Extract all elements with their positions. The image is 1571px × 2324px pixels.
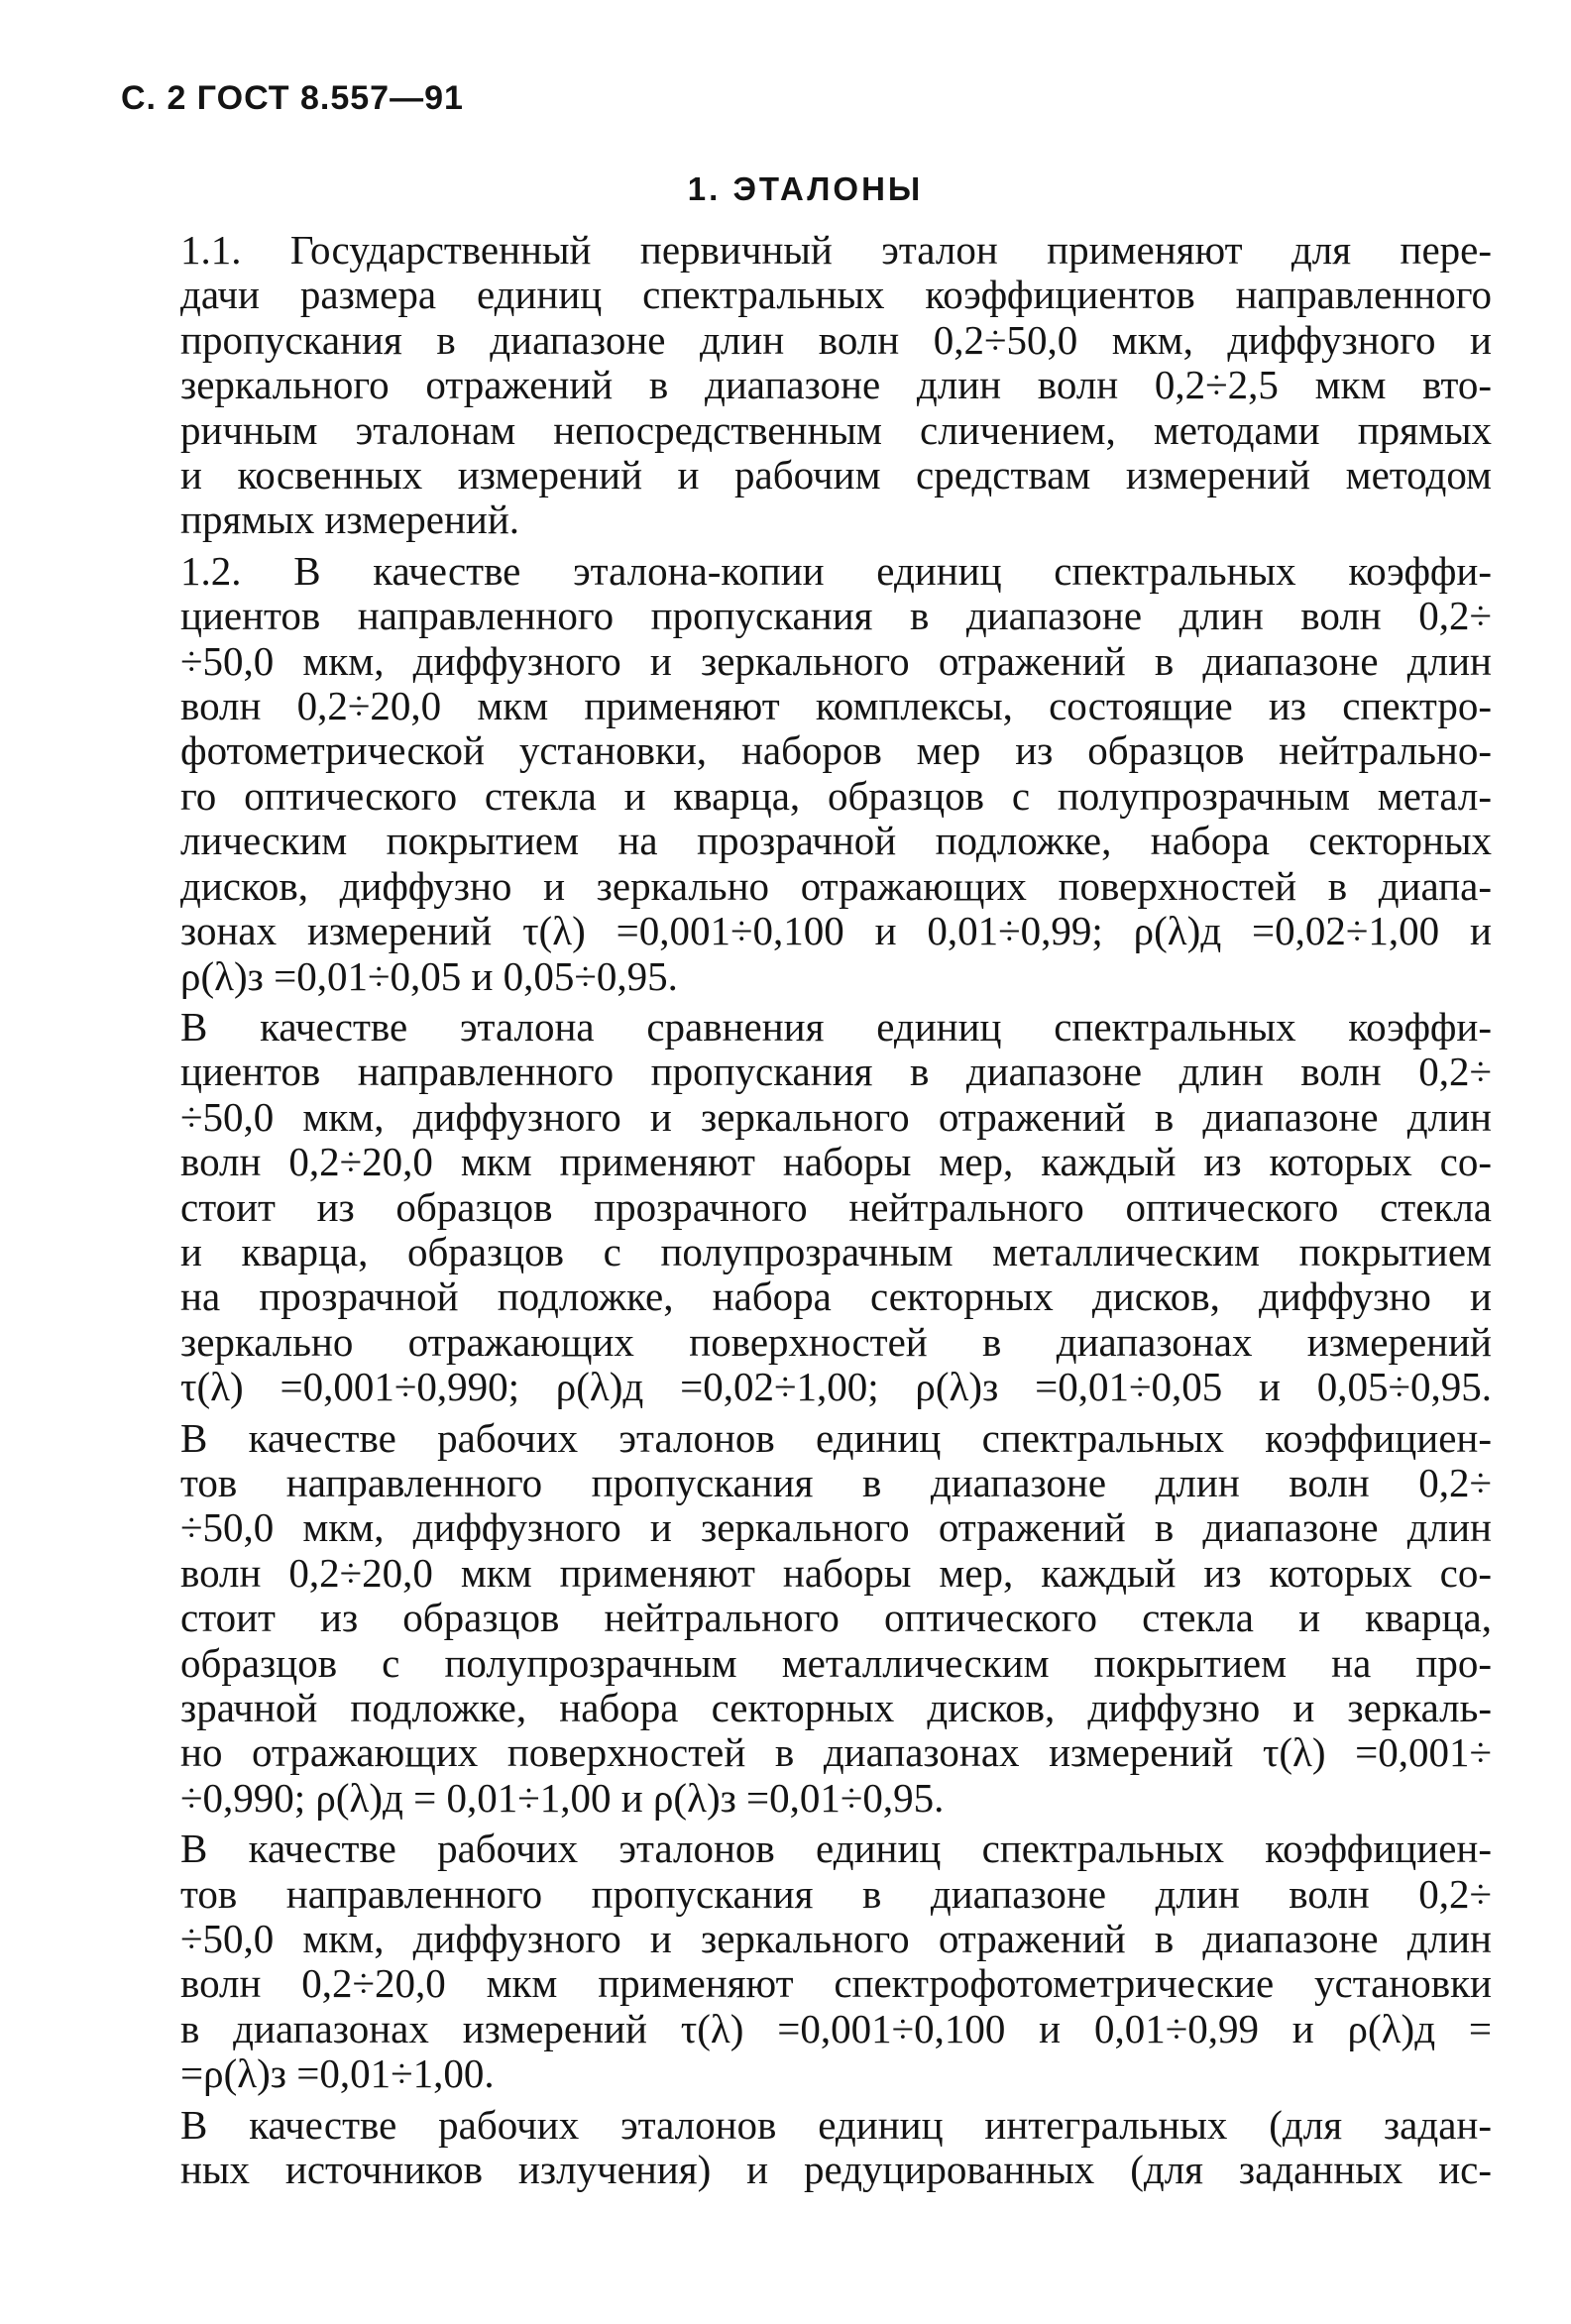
text-line: ÷50,0 мкм, диффузного и зеркального отражений в диапазоне длин [180, 1093, 1492, 1140]
text-line: зеркально отражающих поверхностей в диапазонах измерений [180, 1318, 1492, 1365]
formula-line: в диапазонах измерений τ(λ) =0,001÷0,100 и 0,01÷0,99 и ρ(λ)д = [180, 2005, 1492, 2051]
paragraph-1-1 [119, 228, 1492, 543]
text-line: ÷50,0 мкм, диффузного и зеркального отражений в диапазоне длин [180, 1504, 1492, 1551]
text-line: ных источников излучения) и редуцированных (для заданных ис- [180, 2147, 1492, 2193]
text-line: ÷50,0 мкм, диффузного и зеркального отражений в диапазоне длин [180, 1916, 1492, 1962]
text-line: волн 0,2÷20,0 мкм применяют наборы мер, каждый из которых со- [180, 1139, 1492, 1185]
text-line: дачи размера единиц спектральных коэффициентов направленного [180, 272, 1492, 318]
text-line: и кварца, образцов с полупрозрачным металлическим покрытием [180, 1228, 1492, 1274]
text-line: тов направленного пропускания в диапазоне длин волн 0,2÷ [180, 1459, 1492, 1505]
formula-line: ÷0,990; ρ(λ)д = 0,01÷1,00 и ρ(λ)з =0,01÷0,95. [180, 1774, 945, 1821]
text-line: В качестве рабочих эталонов единиц спектральных коэффициен- [180, 1414, 1492, 1461]
text-line: го оптического стекла и кварца, образцов с полупрозрачным метал- [180, 772, 1492, 819]
text-line: фотометрической установки, наборов мер из образцов нейтрально- [180, 727, 1492, 774]
paragraph-working-standards-1 [119, 1416, 1492, 1822]
text-line: циентов направленного пропускания в диапазоне длин волн 0,2÷ [180, 593, 1492, 639]
formula-line: τ(λ) =0,001÷0,990; ρ(λ)д =0,02÷1,00; ρ(λ)з =0,01÷0,05 и 0,05÷0,95. [180, 1364, 1492, 1410]
text-line: стоит из образцов нейтрального оптического стекла и кварца, [180, 1595, 1492, 1641]
paragraph-comparison-standard [119, 1005, 1492, 1410]
text-line: циентов направленного пропускания в диапазоне длин волн 0,2÷ [180, 1049, 1492, 1095]
text-line: ричным эталонам непосредственным сличением, методами прямых [180, 406, 1492, 453]
text-line: волн 0,2÷20,0 мкм применяют комплексы, состоящие из спектро- [180, 683, 1492, 729]
page-header: С. 2 ГОСТ 8.557—91 [121, 79, 464, 117]
text-line: лическим покрытием на прозрачной подложке, набора секторных [180, 818, 1492, 864]
text-line: 1.2. В качестве эталона-копии единиц спектральных коэффи- [180, 547, 1492, 594]
paragraph-working-standards-2 [119, 1826, 1492, 2096]
text-line: зеркального отражений в диапазоне длин волн 0,2÷2,5 мкм вто- [180, 362, 1492, 408]
formula-line: ρ(λ)з =0,01÷0,05 и 0,05÷0,95. [180, 952, 678, 999]
paragraph-1-2 [119, 549, 1492, 999]
text-line: прямых измерений. [180, 497, 520, 543]
text-line: образцов с полупрозрачным металлическим покрытием на про- [180, 1639, 1492, 1686]
text-line: В качестве эталона сравнения единиц спектральных коэффи- [180, 1003, 1492, 1050]
text-line: пропускания в диапазоне длин волн 0,2÷50,0 мкм, диффузного и [180, 316, 1492, 363]
text-line: В качестве рабочих эталонов единиц интегральных (для задан- [180, 2101, 1492, 2148]
text-line: ÷50,0 мкм, диффузного и зеркального отражений в диапазоне длин [180, 637, 1492, 684]
text-line: 1.1. Государственный первичный эталон применяют для пере- [180, 227, 1492, 273]
formula-line: но отражающих поверхностей в диапазонах измерений τ(λ) =0,001÷ [180, 1729, 1492, 1776]
text-line: волн 0,2÷20,0 мкм применяют спектрофотометрические установки [180, 1960, 1492, 2007]
text-line: и косвенных измерений и рабочим средствам измерений методом [180, 452, 1492, 498]
formula-line: зонах измерений τ(λ) =0,001÷0,100 и 0,01÷0,99; ρ(λ)д =0,02÷1,00 и [180, 908, 1492, 954]
text-line: дисков, диффузно и зеркально отражающих поверхностей в диапа- [180, 862, 1492, 909]
formula-line: =ρ(λ)з =0,01÷1,00. [180, 2050, 495, 2097]
text-line: стоит из образцов прозрачного нейтрального оптического стекла [180, 1183, 1492, 1230]
paragraph-working-standards-3 [119, 2103, 1492, 2193]
text-line: тов направленного пропускания в диапазоне длин волн 0,2÷ [180, 1870, 1492, 1917]
document-body [119, 228, 1492, 2198]
text-line: на прозрачной подложке, набора секторных дисков, диффузно и [180, 1273, 1492, 1320]
section-title: 1. ЭТАЛОНЫ [687, 170, 924, 207]
text-line: В качестве рабочих эталонов единиц спектральных коэффициен- [180, 1826, 1492, 1872]
text-line: волн 0,2÷20,0 мкм применяют наборы мер, каждый из которых со- [180, 1549, 1492, 1596]
text-line: зрачной подложке, набора секторных дисков, диффузно и зеркаль- [180, 1685, 1492, 1730]
